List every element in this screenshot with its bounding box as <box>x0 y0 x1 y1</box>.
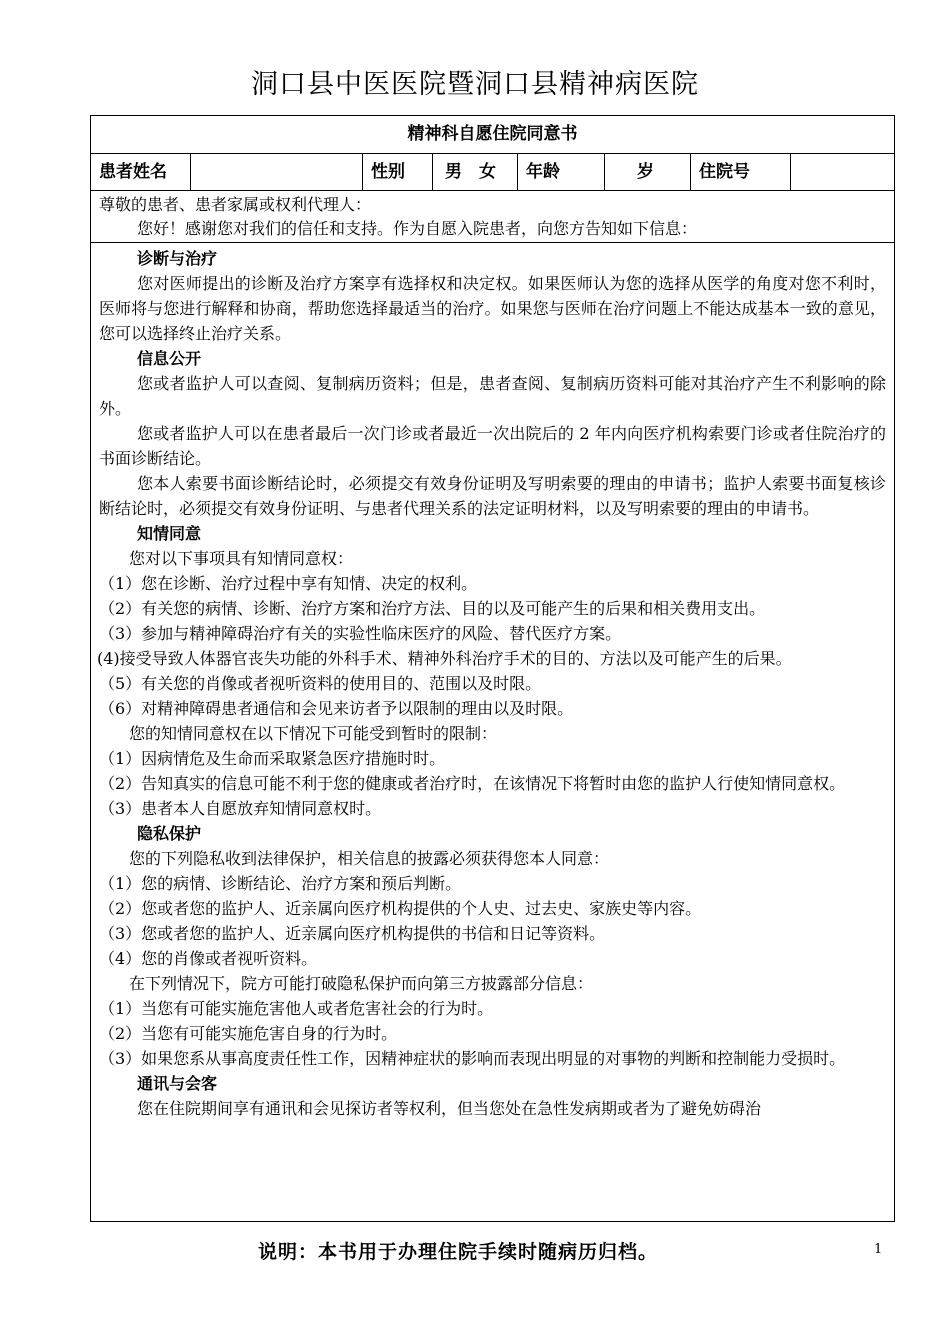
consent-limit-item: （1）因病情危及生命而采取紧急医疗措施时时。 <box>99 749 446 768</box>
consent-item: (4)接受导致人体器官丧失功能的外科手术、精神外科治疗手术的目的、方法以及可能产生的后果。 <box>97 649 792 668</box>
patient-info-row <box>91 154 894 191</box>
disclosure-paragraph-2: 您或者监护人可以在患者最后一次门诊或者最近一次出院后的 2 年内向医疗机构索要门诊或者住院治疗的书面诊断结论。 <box>99 424 886 468</box>
greeting-block <box>91 191 894 243</box>
privacy-item: （2）您或者您的监护人、近亲属向医疗机构提供的个人史、过去史、家族史等内容。 <box>99 899 702 918</box>
privacy-breach-item: （3）如果您系从事高度责任性工作，因精神症状的影响而表现出明显的对事物的判断和控制能力受损时。 <box>99 1049 846 1068</box>
disclosure-paragraph-3: 您本人索要书面诊断结论时，必须提交有效身份证明及写明索要的理由的申请书；监护人索要书面复核诊断结论时，必须提交有效身份证明、与患者代理关系的法定证明材料，以及写明索要的理由的申请书。 <box>99 474 886 518</box>
age-label: 年龄 <box>518 154 605 190</box>
privacy-breach-intro: 在下列情况下，院方可能打破隐私保护而向第三方披露部分信息： <box>129 974 594 993</box>
communication-paragraph: 您在住院期间享有通讯和会见探访者等权利，但当您处在急性发病期或者为了避免妨碍治 <box>137 1099 762 1118</box>
privacy-item: （4）您的肖像或者视听资料。 <box>99 949 318 968</box>
consent-limit-item: （3）患者本人自愿放弃知情同意权时。 <box>99 799 382 818</box>
privacy-intro: 您的下列隐私收到法律保护，相关信息的披露必须获得您本人同意： <box>129 849 610 868</box>
page-number: 1 <box>874 1242 883 1257</box>
consent-item: （3）参加与精神障碍治疗有关的实验性临床医疗的风险、替代医疗方案。 <box>99 624 622 643</box>
privacy-breach-item: （2）当您有可能实施危害自身的行为时。 <box>99 1024 398 1043</box>
consent-item: （5）有关您的肖像或者视听资料的使用目的、范围以及时限。 <box>99 674 542 693</box>
privacy-heading: 隐私保护 <box>137 824 202 843</box>
consent-form <box>90 115 895 1222</box>
privacy-breach-item: （1）当您有可能实施危害他人或者危害社会的行为时。 <box>99 999 494 1018</box>
hospital-title: 洞口县中医医院暨洞口县精神病医院 <box>251 69 699 100</box>
consent-limit-intro: 您的知情同意权在以下情况下可能受到暂时的限制： <box>129 724 498 743</box>
salutation: 尊敬的患者、患者家属或权利代理人： <box>99 195 372 214</box>
privacy-item: （1）您的病情、诊断结论、治疗方案和预后判断。 <box>99 874 462 893</box>
admission-number-label: 住院号 <box>691 154 791 190</box>
diagnosis-paragraph: 您对医师提出的诊断及治疗方案享有选择权和决定权。如果医师认为您的选择从医学的角度对您不利时，医师将与您进行解释和协商，帮助您选择最适当的治疗。如果您与医师在治疗问题上不能达成基本一致的意见，您可以选择终止治疗关系。 <box>99 274 886 343</box>
communication-heading: 通讯与会客 <box>137 1074 218 1093</box>
consent-intro: 您对以下事项具有知情同意权： <box>129 549 354 568</box>
consent-body <box>91 243 894 1121</box>
consent-limit-item: （2）告知真实的信息可能不利于您的健康或者治疗时，在该情况下将暂时由您的监护人行使知情同意权。 <box>99 774 846 793</box>
diagnosis-heading: 诊断与治疗 <box>137 249 218 268</box>
disclosure-heading: 信息公开 <box>137 349 202 368</box>
privacy-item: （3）您或者您的监护人、近亲属向医疗机构提供的书信和日记等资料。 <box>99 924 606 943</box>
consent-item: （1）您在诊断、治疗过程中享有知情、决定的权利。 <box>99 574 478 593</box>
consent-heading: 知情同意 <box>137 524 202 543</box>
footer-note: 说明：本书用于办理住院手续时随病历归档。 <box>258 1241 659 1263</box>
admission-number-field[interactable] <box>791 154 894 190</box>
patient-name-field[interactable] <box>191 154 363 190</box>
disclosure-paragraph-1: 您或者监护人可以查阅、复制病历资料；但是，患者查阅、复制病历资料可能对其治疗产生不利影响的除外。 <box>99 374 886 418</box>
sex-label: 性别 <box>363 154 433 190</box>
consent-item: （2）有关您的病情、诊断、治疗方案和治疗方法、目的以及可能产生的后果和相关费用支出。 <box>99 599 766 618</box>
sex-options[interactable]: 男 女 <box>433 154 518 190</box>
form-title: 精神科自愿住院同意书 <box>91 116 894 154</box>
greeting-intro: 您好！感谢您对我们的信任和支持。作为自愿入院患者，向您方告知如下信息： <box>137 219 698 238</box>
consent-item: （6）对精神障碍患者通信和会见来访者予以限制的理由以及时限。 <box>99 699 574 718</box>
patient-name-label: 患者姓名 <box>91 154 191 190</box>
age-field[interactable]: 岁 <box>605 154 691 190</box>
